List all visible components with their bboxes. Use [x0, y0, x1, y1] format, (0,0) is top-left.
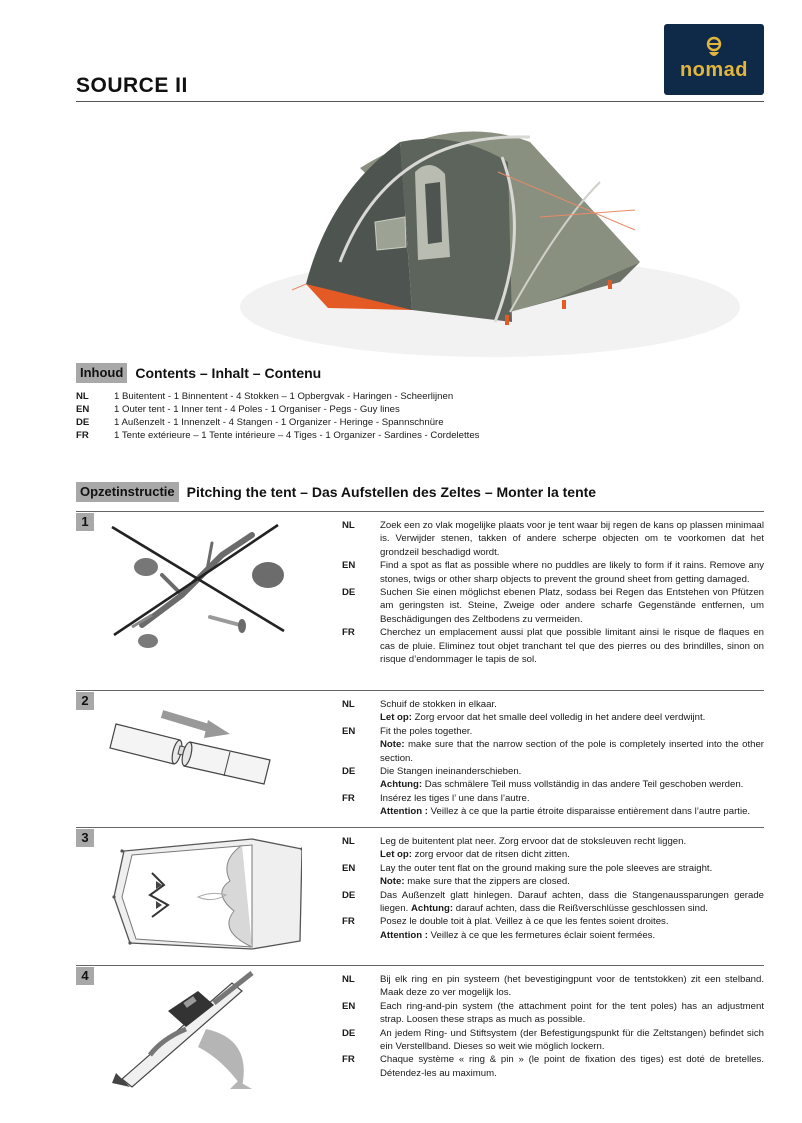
note-label: Let op: — [380, 849, 412, 861]
step-row — [342, 586, 764, 626]
step-row — [342, 519, 764, 559]
lang-label: NL — [342, 836, 355, 847]
step-number: 2 — [76, 692, 94, 710]
lang-label: NL — [342, 699, 355, 710]
tent-illustration — [240, 112, 760, 362]
step-text-block — [380, 835, 764, 862]
step-text: Lay the outer tent flat on the ground making sure the pole sleeves are straight. — [380, 862, 713, 874]
lang-label: FR — [342, 792, 355, 804]
step-divider — [76, 511, 764, 512]
note-text: Zorg ervoor dat het smalle deel volledig in het andere deel verdwijnt. — [414, 712, 706, 724]
step-text-block — [380, 862, 764, 889]
step-text: Fit the poles together. — [380, 725, 473, 737]
step-1-text — [342, 519, 764, 666]
lang-label: DE — [76, 417, 90, 428]
lang-label: DE — [342, 1027, 356, 1039]
step-text: Die Stangen ineinanderschieben. — [380, 766, 522, 778]
note-label: Attention : — [380, 929, 428, 941]
step-text: Zoek een zo vlak mogelijke plaats voor je tent waar bij regen de kans op plassen minimaal is. Verwijder stenen, takken of andere scherpe objecten om te voorkomen dat het grondzeil beschadigd wordt. — [380, 520, 764, 558]
step-text: An jedem Ring- und Stiftsystem (der Befestigungspunkt für die Zeltstangen) befindet sich ein Verstellband. Dieses so weit wie möglich lockern. — [380, 1027, 764, 1053]
step-row — [342, 1000, 764, 1027]
step-text: Bij elk ring en pin systeem (het bevestigingpunt voor de tentstokken) zit een stelband. Maak deze zo ver mogelijk los. — [380, 974, 764, 999]
lang-label: FR — [342, 1054, 355, 1066]
contents-row-en — [76, 403, 479, 416]
step-row — [342, 915, 764, 942]
note-text: Veillez à ce que la partie étroite disparaisse entièrement dans l’autre partie. — [430, 806, 751, 818]
step-divider — [76, 965, 764, 966]
step-4-text — [342, 973, 764, 1080]
step-row — [342, 698, 764, 725]
note-label: Note: — [380, 739, 405, 751]
step-2 — [76, 690, 764, 820]
step-text-block — [380, 792, 764, 819]
brand-name: nomad — [679, 59, 749, 81]
contents-row-fr — [76, 429, 479, 442]
step-text: Cherchez un emplacement aussi plat que possible limitant ainsi le risque de flaques en cas de pluie. Eliminez tout objet tranchant tel que des pierres ou des brindilles, sinon on risque d’endommager le tapis de sol. — [380, 627, 764, 666]
step-row — [342, 1027, 764, 1054]
contents-row-nl — [76, 390, 479, 403]
step-text: Das Außenzelt glatt hinlegen. Darauf achten, dass die Stangenaussparungen gerade liegen. — [380, 889, 764, 915]
step-number: 1 — [76, 513, 94, 531]
step-text: Chaque système « ring & pin » (le point de fixation des tiges) est doté de bretelles. Détendez-les au maximum. — [380, 1054, 764, 1079]
lang-label: EN — [342, 1000, 356, 1012]
contents-tag: Inhoud — [76, 363, 127, 383]
note-label: Achtung: — [380, 779, 423, 791]
step-text: Schuif de stokken in elkaar. — [380, 699, 497, 710]
step-number: 4 — [76, 967, 94, 985]
logo-figure-icon — [702, 36, 726, 60]
outer-tent-flat-illustration — [102, 831, 302, 956]
note-label: Let op: — [380, 712, 412, 724]
contents-row-de — [76, 416, 479, 429]
note-text: Das schmälere Teil muss vollständig in das andere Teil geschoben werden. — [424, 779, 744, 791]
contents-header — [76, 363, 321, 383]
step-row — [342, 626, 764, 666]
lang-label: FR — [76, 430, 89, 441]
contents-text: 1 Außenzelt - 1 Innenzelt - 4 Stangen - 1 Organizer - Heringe - Spannschnüre — [114, 417, 444, 428]
step-divider — [76, 827, 764, 828]
step-text-block — [380, 915, 764, 942]
lang-label: DE — [342, 766, 356, 778]
note-label: Achtung: — [410, 903, 454, 915]
note-text: darauf achten, dass die Reißverschlüsse geschlossen sind. — [455, 903, 708, 915]
page-title: SOURCE II — [76, 74, 188, 97]
step-row — [342, 765, 764, 792]
step-text: Find a spot as flat as possible where no puddles are likely to form if it rains. Remove any stones, twigs or other sharp objects to prevent the ground sheet from getting damaged. — [380, 560, 764, 585]
note-text: make sure that the narrow section of the pole is completely inserted into the other section. — [380, 739, 764, 764]
step-1 — [76, 511, 764, 681]
step-row — [342, 973, 764, 1000]
step-text-block — [380, 889, 764, 916]
lang-label: NL — [342, 974, 355, 985]
step-3 — [76, 827, 764, 962]
note-text: zorg ervoor dat de ritsen dicht zitten. — [414, 849, 570, 861]
step-text: Insérez les tiges l’ une dans l’autre. — [380, 792, 530, 804]
step-3-text — [342, 835, 764, 942]
lang-label: EN — [76, 404, 90, 415]
note-text: make sure that the zippers are closed. — [407, 876, 570, 888]
step-row — [342, 792, 764, 819]
note-label: Attention : — [380, 806, 428, 818]
step-text: Leg de buitentent plat neer. Zorg ervoor dat de stoksleuven recht liggen. — [380, 836, 687, 847]
step-text: Each ring-and-pin system (the attachment point for the tent poles) has an adjustment strap. Loosen these straps as much as possible. — [380, 1000, 764, 1026]
contents-text: 1 Outer tent - 1 Inner tent - 4 Poles - 1 Organiser - Pegs - Guy lines — [114, 404, 400, 415]
fit-poles-illustration — [102, 694, 292, 804]
step-row — [342, 1053, 764, 1080]
title-divider — [76, 101, 764, 102]
lang-label: DE — [342, 587, 356, 599]
note-text: Veillez à ce que les fermetures éclair soient fermées. — [430, 929, 656, 941]
lang-label: NL — [76, 391, 89, 402]
step-row — [342, 835, 764, 862]
brand-logo — [664, 24, 764, 95]
instructions-header — [76, 482, 596, 502]
lang-label: EN — [342, 725, 356, 737]
step-row — [342, 862, 764, 889]
note-label: Note: — [380, 876, 405, 888]
instructions-tag: Opzetinstructie — [76, 482, 179, 502]
step-number: 3 — [76, 829, 94, 847]
step-text-block — [380, 765, 764, 792]
lang-label: FR — [342, 627, 355, 639]
lang-label: NL — [342, 520, 355, 531]
lang-label: EN — [342, 862, 356, 874]
adjustment-strap-illustration — [102, 969, 292, 1089]
step-2-text — [342, 698, 764, 819]
step-row — [342, 889, 764, 916]
step-row — [342, 725, 764, 765]
step-text: Suchen Sie einen möglichst ebenen Platz, sodass bei Regen das Entstehen von Pfützen am geringsten ist. Steine, Zweige oder andere scharfe Gegenstände entfernen, um Beschädigungen des Zeltbodens zu vermeiden. — [380, 587, 764, 625]
step-text: Posez le double toit à plat. Veillez à ce que les fentes soient droites. — [380, 916, 669, 928]
remove-debris-illustration — [102, 515, 292, 655]
step-text-block — [380, 698, 764, 725]
contents-title: Contents – Inhalt – Contenu — [135, 365, 322, 381]
contents-text: 1 Tente extérieure – 1 Tente intérieure – 4 Tiges - 1 Organizer - Sardines - Cordelettes — [114, 430, 480, 441]
lang-label: DE — [342, 889, 356, 901]
step-row — [342, 559, 764, 586]
step-divider — [76, 690, 764, 691]
lang-label: FR — [342, 916, 355, 928]
step-text-block — [380, 725, 764, 765]
instructions-title: Pitching the tent – Das Aufstellen des Zeltes – Monter la tente — [186, 484, 597, 500]
lang-label: EN — [342, 560, 356, 572]
step-4 — [76, 965, 764, 1095]
contents-text: 1 Buitentent - 1 Binnentent - 4 Stokken – 1 Opbergvak - Haringen - Scheerlijnen — [114, 391, 454, 402]
contents-list — [76, 390, 479, 442]
